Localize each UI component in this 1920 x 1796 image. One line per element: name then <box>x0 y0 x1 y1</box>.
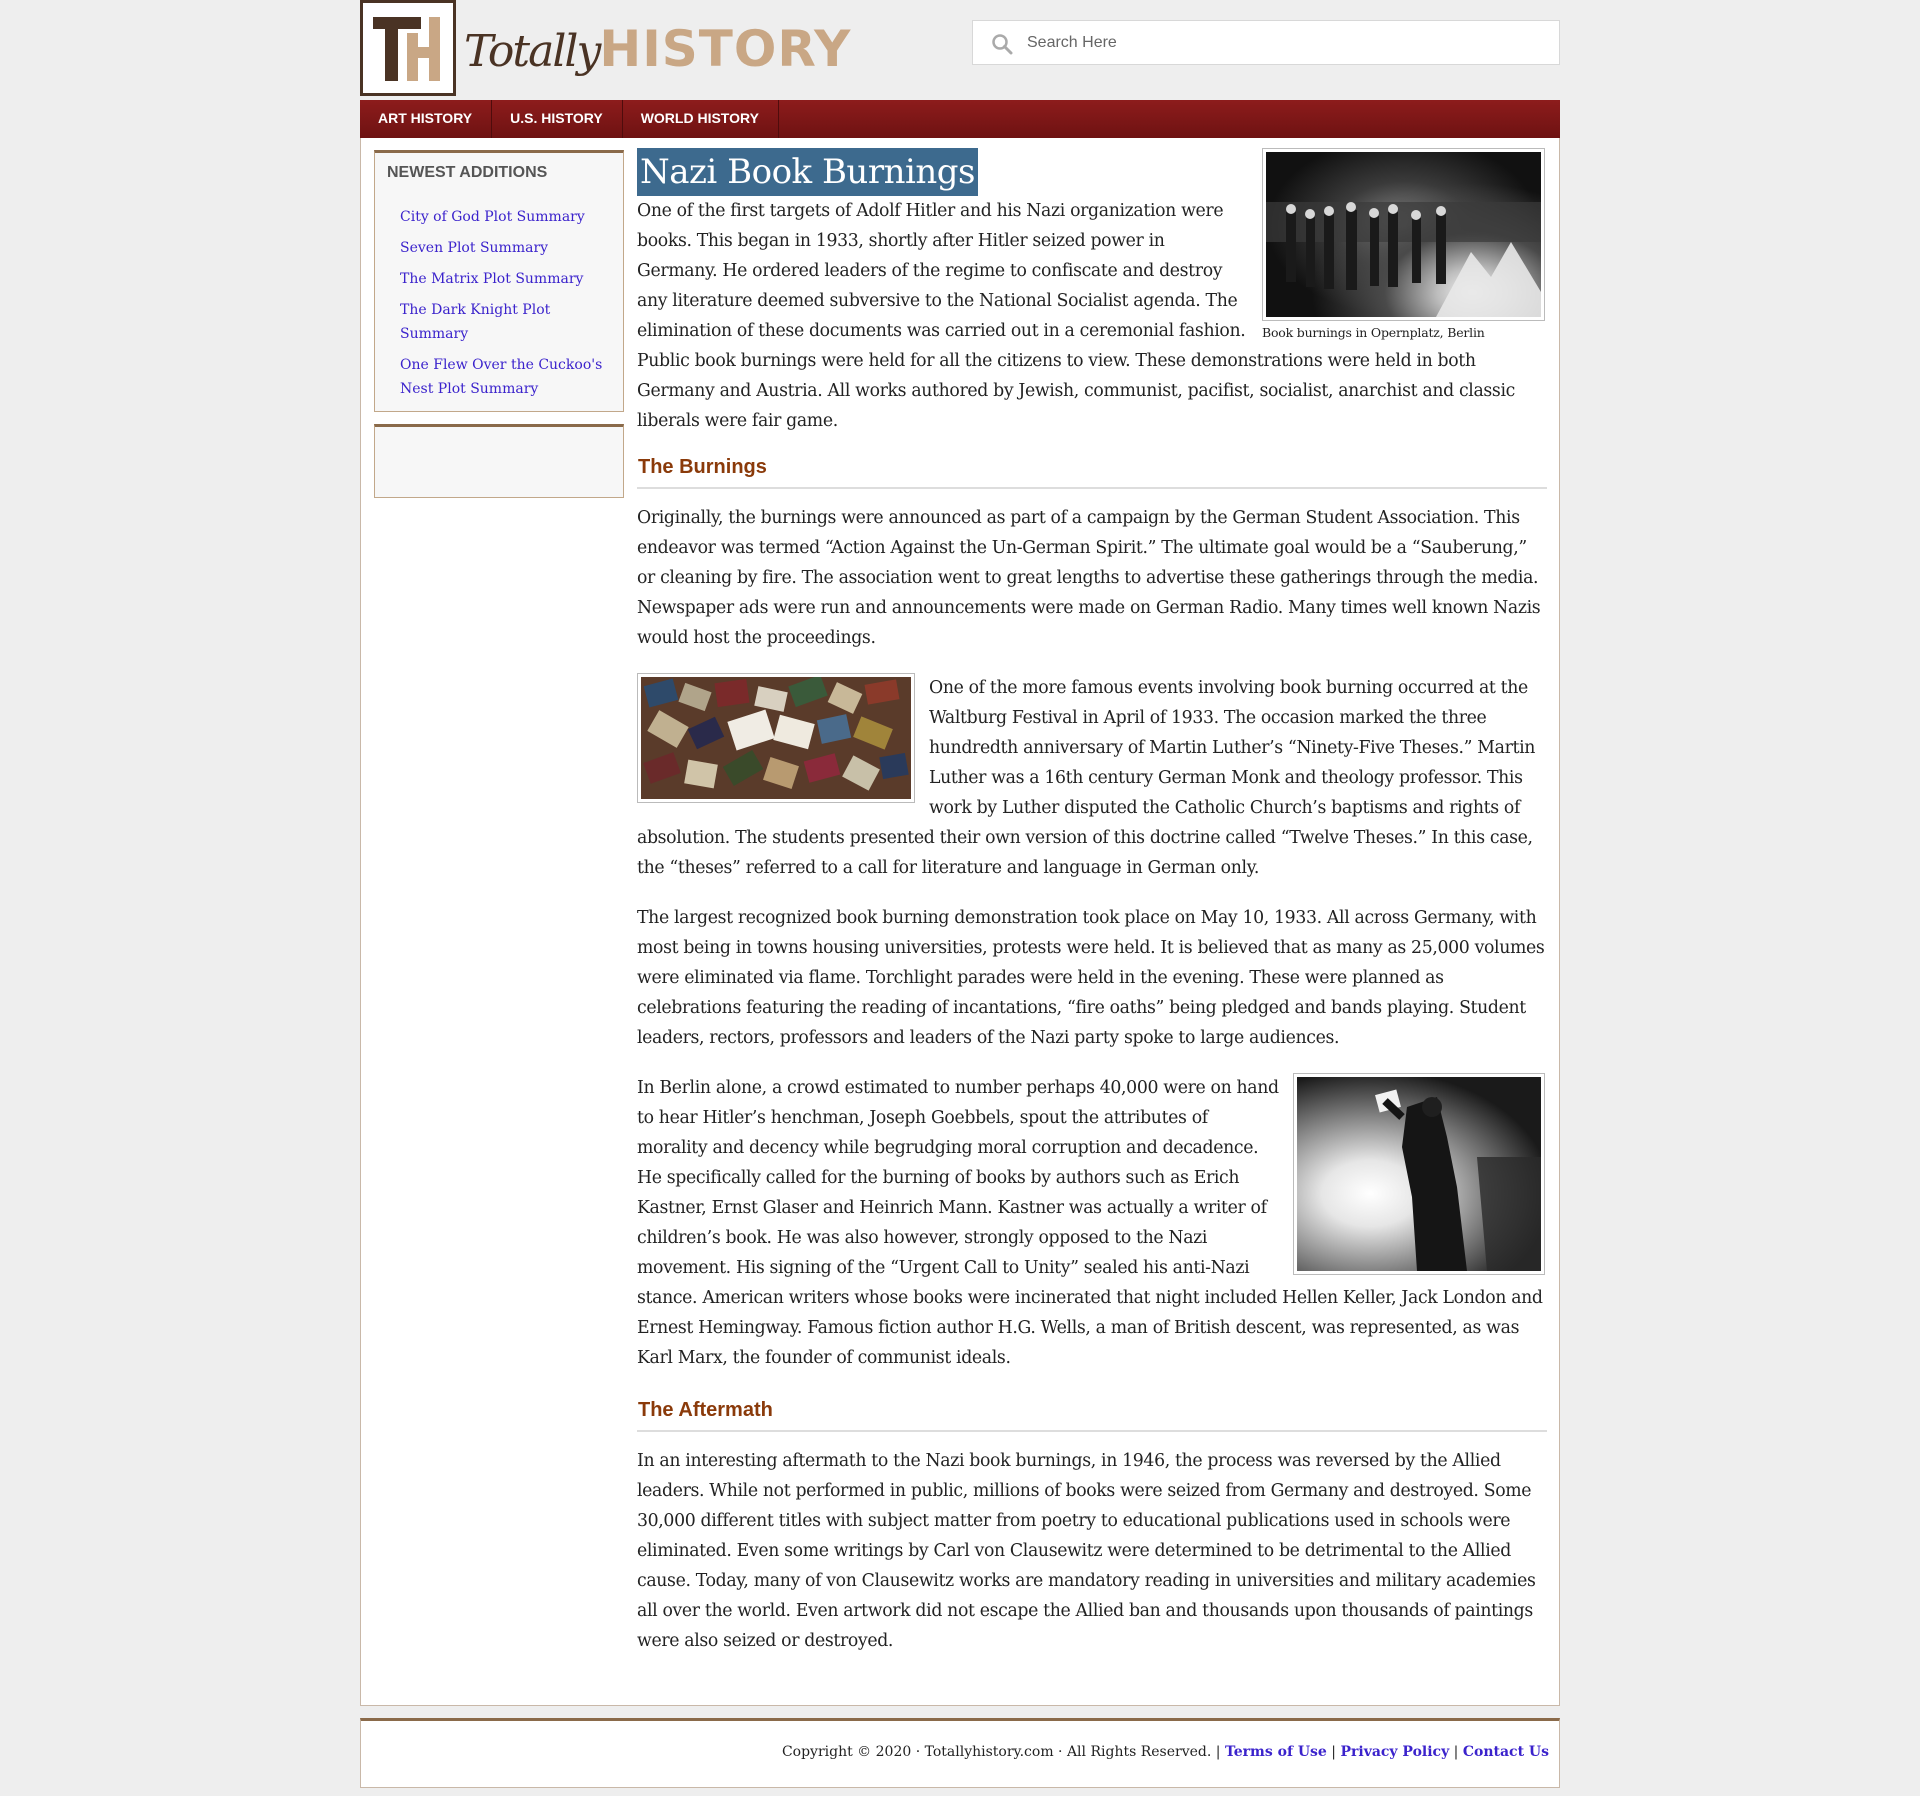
site-header <box>360 0 1560 100</box>
main-nav <box>360 100 1560 138</box>
logo-word-totally: Totally <box>464 26 600 77</box>
sidebar-link-dark-knight[interactable]: The Dark Knight Plot Summary <box>400 302 551 342</box>
figure-books-pile <box>637 673 915 803</box>
privacy-policy-link[interactable]: Privacy Policy <box>1340 1744 1450 1760</box>
newest-additions-panel <box>374 150 624 412</box>
logo-word-history: HISTORY <box>599 20 852 78</box>
crowd-illustration <box>1266 152 1541 317</box>
paragraph-burnings-1: Originally, the burnings were announced as part of a campaign by the German Student Association. This endeavor was termed “Action Against the Un-German Spirit.” The ultimate goal would be a “Sauberung,” or cleaning by fire. The association went to great lengths to advertise these gatherings through the media. Newspaper ads were run and announcements were made on German Radio. Many times well known Nazis would host the proceedings. <box>637 508 1541 648</box>
berlin-fire-image <box>1297 1077 1541 1271</box>
footer-separator: | <box>1331 1744 1337 1760</box>
paragraph-burnings-4: In Berlin alone, a crowd estimated to number perhaps 40,000 were on hand to hear Hitler’s henchman, Joseph Goebbels, spout the attributes of morality and decency while begrudging moral corruption and decadence. He specifically called for the burning of books by authors such as Erich Kastner, Ernst Glaser and Heinrich Mann. Kastner was actually a writer of children’s book. He was also however, strongly opposed to the Nazi movement. His signing of the “Urgent Call to Unity” sealed his anti-Nazi stance. American writers whose books were incinerated that night included Hellen Keller, Jack London and Ernest Hemingway. Famous fiction author H.G. Wells, a man of British descent, was represented, as was Karl Marx, the founder of communist ideals. <box>637 1078 1543 1368</box>
terms-of-use-link[interactable]: Terms of Use <box>1224 1744 1327 1760</box>
sidebar-empty-panel <box>374 424 624 498</box>
sidebar-title: NEWEST ADDITIONS <box>387 164 548 181</box>
fire-illustration <box>1297 1077 1541 1271</box>
books-illustration <box>641 677 911 799</box>
footer-separator: | <box>1453 1744 1459 1760</box>
intro-paragraph: One of the first targets of Adolf Hitler and his Nazi organization were books. This began in 1933, shortly after Hitler seized power in Germany. He ordered leaders of the regime to confiscate and destroy any literature deemed subversive to the National Socialist agenda. The elimination of these documents was carried out in a ceremonial fashion. Public book burnings were held for all the citizens to view. These demonstrations were held in both Germany and Austria. All works authored by Jewish, communist, pacifist, socialist, anarchist and classic liberals were fair game. <box>637 201 1515 431</box>
figure-berlin-fire <box>1293 1073 1547 1275</box>
content-container <box>360 138 1560 1706</box>
paragraph-aftermath: In an interesting aftermath to the Nazi book burnings, in 1946, the process was reversed by the Allied leaders. While not performed in public, millions of books were seized from Germany and destroyed. Some 30,000 different titles with subject matter from poetry to educational publications used in schools were eliminated. Even some writings by Carl von Clausewitz were determined to be detrimental to the Allied cause. Today, many of von Clausewitz works are mandatory reading in universities and military academies all over the world. Even artwork did not escape the Allied ban and thousands upon thousands of paintings were also seized or destroyed. <box>637 1451 1536 1651</box>
search-box <box>972 20 1560 65</box>
site-footer <box>360 1718 1560 1788</box>
opernplatz-image <box>1266 152 1541 317</box>
logo-mark[interactable] <box>360 0 456 96</box>
footer-text <box>782 1744 1549 1760</box>
logo-th-icon <box>363 3 453 93</box>
sidebar-item <box>400 205 610 229</box>
sidebar-item <box>400 236 610 260</box>
copyright-text: Copyright © 2020 · Totallyhistory.com · All Rights Reserved. | <box>781 1744 1221 1760</box>
photo-opernplatz[interactable] <box>1262 148 1545 321</box>
section-heading-aftermath: The Aftermath <box>637 1399 1547 1432</box>
search-icon[interactable] <box>991 33 1013 55</box>
figure-opernplatz <box>1262 148 1547 340</box>
contact-us-link[interactable]: Contact Us <box>1462 1744 1549 1760</box>
sidebar-link-the-matrix[interactable]: The Matrix Plot Summary <box>400 271 584 287</box>
article <box>637 148 1547 1676</box>
figure-caption: Book burnings in Opernplatz, Berlin <box>1262 325 1485 340</box>
books-pile-image <box>641 677 911 799</box>
page-title: Nazi Book Burnings <box>637 148 978 196</box>
page <box>360 0 1560 1796</box>
nav-item-world-history[interactable]: WORLD HISTORY <box>623 100 779 138</box>
sidebar-item <box>400 298 610 346</box>
sidebar-item <box>400 267 610 291</box>
paragraph-burnings-2: One of the more famous events involving book burning occurred at the Waltburg Festival in April of 1933. The occasion marked the three hundredth anniversary of Martin Luther’s “Ninety-Five Theses.” Martin Luther was a 16th century German Monk and theology professor. This work by Luther disputed the Catholic Church’s baptisms and rights of absolution. The students presented their own version of this doctrine called “Twelve Theses.” In this case, the “theses” referred to a call for literature and language in German only. <box>637 678 1536 878</box>
nav-item-us-history[interactable]: U.S. HISTORY <box>492 100 623 138</box>
search-input[interactable] <box>1027 21 1547 64</box>
photo-berlin-fire[interactable] <box>1293 1073 1545 1275</box>
sidebar-link-cuckoos-nest[interactable]: One Flew Over the Cuckoo's Nest Plot Summary <box>400 357 603 397</box>
sidebar-list <box>400 205 610 408</box>
section-heading-burnings: The Burnings <box>637 456 1547 489</box>
paragraph-burnings-3: The largest recognized book burning demonstration took place on May 10, 1933. All across Germany, with most being in towns housing universities, protests were held. It is believed that as many as 25,000 volumes were eliminated via flame. Torchlight parades were held in the evening. These were planned as celebrations featuring the reading of incantations, “fire oaths” being pledged and bands playing. Student leaders, rectors, professors and leaders of the Nazi party spoke to large audiences. <box>637 908 1545 1048</box>
sidebar-item <box>400 353 610 401</box>
photo-books-pile[interactable] <box>637 673 915 803</box>
sidebar-link-city-of-god[interactable]: City of God Plot Summary <box>400 209 585 225</box>
nav-item-art-history[interactable]: ART HISTORY <box>360 100 492 138</box>
sidebar-link-seven[interactable]: Seven Plot Summary <box>400 240 549 256</box>
logo-wordmark[interactable] <box>464 14 851 84</box>
